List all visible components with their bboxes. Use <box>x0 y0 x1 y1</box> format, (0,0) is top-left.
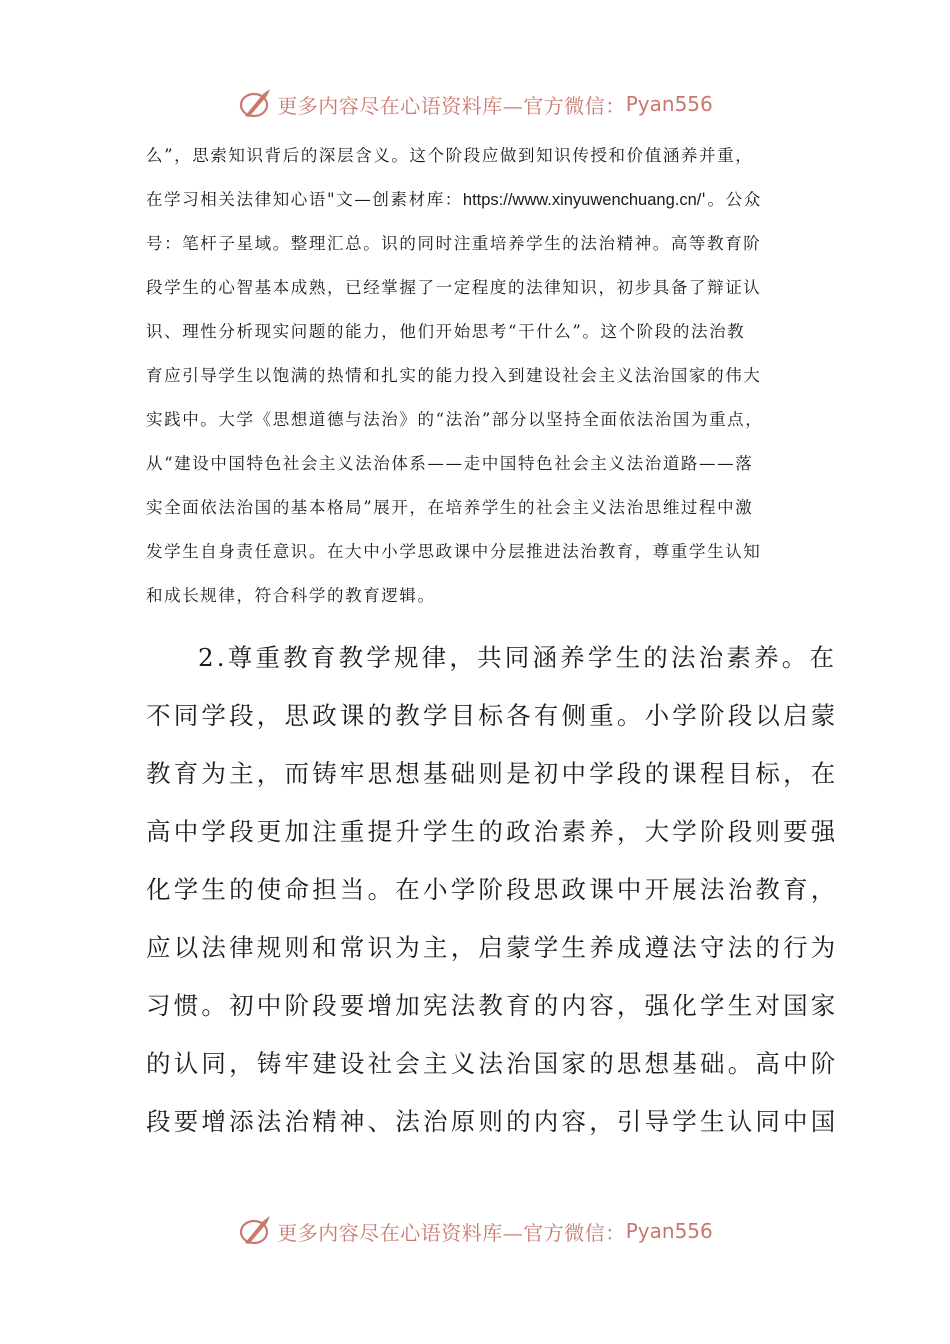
text-line: 不同学段，思政课的教学目标各有侧重。小学阶段以启蒙 <box>146 701 839 730</box>
text-line: 教育为主，而铸牢思想基础则是初中学段的课程目标，在 <box>146 759 839 788</box>
quill-logo-icon <box>237 86 273 122</box>
text-line: 发学生自身责任意识。在大中小学思政课中分层推进法治教育，尊重学生认知 <box>146 542 762 561</box>
text-line: 育应引导学生以饱满的热情和扎实的能力投入到建设社会主义法治国家的伟大 <box>146 366 762 385</box>
text-line: 和成长规律，符合科学的教育逻辑。 <box>146 586 436 605</box>
header-watermark <box>0 84 950 124</box>
text-segment: 在学习相关法律知心语"文—创素材库： <box>146 190 463 209</box>
text-line: 习惯。初中阶段要增加宪法教育的内容，强化学生对国家 <box>146 991 839 1020</box>
watermark-handle: Pyan556 <box>625 92 713 116</box>
watermark-handle: Pyan556 <box>625 1219 713 1243</box>
text-line: 高中学段更加注重提升学生的政治素养，大学阶段则要强 <box>146 817 839 846</box>
text-line: 识、理性分析现实问题的能力，他们开始思考“干什么”。这个阶段的法治教 <box>146 322 746 341</box>
text-segment: '。公众 <box>701 190 762 209</box>
quill-logo-icon <box>237 1213 273 1249</box>
footer-watermark <box>0 1211 950 1251</box>
text-line: 化学生的使命担当。在小学阶段思政课中开展法治教育， <box>146 875 839 904</box>
text-line: 从“建设中国特色社会主义法治体系——走中国特色社会主义法治道路——落 <box>146 454 754 473</box>
watermark-text: 更多内容尽在心语资料库—官方微信： <box>277 93 626 118</box>
text-line: 号：笔杆子星域。整理汇总。识的同时注重培养学生的法治精神。高等教育阶 <box>146 234 762 253</box>
text-line: 实践中。大学《思想道德与法治》的“法治”部分以坚持全面依法治国为重点， <box>146 410 764 429</box>
source-url: https://www.xinyuwenchuang.cn/ <box>462 191 702 209</box>
text-line: 2.尊重教育教学规律，共同涵养学生的法治素养。在 <box>198 643 838 672</box>
text-line: 实全面依法治国的基本格局”展开，在培养学生的社会主义法治思维过程中激 <box>146 498 754 517</box>
text-line: 的认同，铸牢建设社会主义法治国家的思想基础。高中阶 <box>146 1049 839 1078</box>
text-line <box>146 188 762 212</box>
text-line: 段学生的心智基本成熟，已经掌握了一定程度的法律知识，初步具备了辩证认 <box>146 278 762 297</box>
text-line: 应以法律规则和常识为主，启蒙学生养成遵法守法的行为 <box>146 933 839 962</box>
text-line: 段要增添法治精神、法治原则的内容，引导学生认同中国 <box>146 1107 839 1136</box>
text-line: 么”，思索知识背后的深层含义。这个阶段应做到知识传授和价值涵养并重， <box>146 146 754 165</box>
watermark-text: 更多内容尽在心语资料库—官方微信： <box>277 1220 626 1245</box>
